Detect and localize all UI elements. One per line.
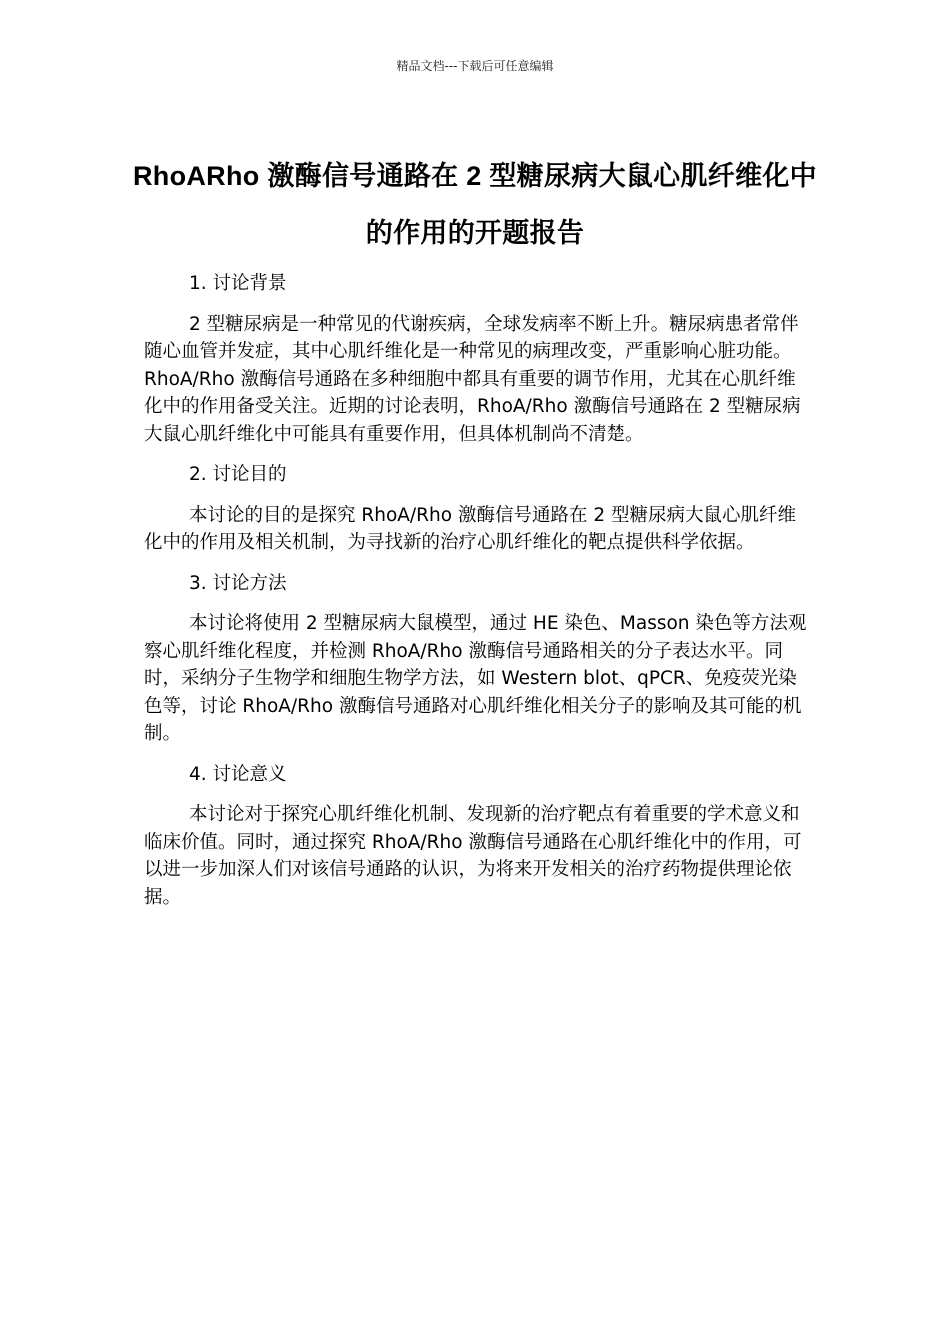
section-paragraph: 2 型糖尿病是一种常见的代谢疾病，全球发病率不断上升。糖尿病患者常伴随心血管并发症，其中心肌纤维化是一种常见的病理改变，严重影响心脏功能。RhoA/Rho 激酶信号通路在多种细胞中都具有重要的调节作用，尤其在心肌纤维化中的作用备受关注。近期的讨论表明，RhoA/Rho 激酶信号通路在 2 型糖尿病大鼠心肌纤维化中可能具有重要作用，但具体机制尚不清楚。 [144, 313, 801, 445]
page-header: 精品文档---下载后可任意编辑 [396, 59, 554, 73]
section-paragraph: 本讨论的目的是探究 RhoA/Rho 激酶信号通路在 2 型糖尿病大鼠心肌纤维化中的作用及相关机制，为寻找新的治疗心肌纤维化的靶点提供科学依据。 [144, 504, 796, 553]
section-purpose [144, 461, 810, 557]
section-paragraph: 本讨论将使用 2 型糖尿病大鼠模型，通过 HE 染色、Masson 染色等方法观察心肌纤维化程度，并检测 RhoA/Rho 激酶信号通路相关的分子表达水平。同时，采纳分子生物学和细胞生物学方法，如 Western blot、qPCR、免疫荧光染色等，讨论 RhoA/Rho 激酶信号通路对心肌纤维化相关分子的影响及其可能的机制。 [144, 613, 807, 744]
document-title: RhoARho 激酶信号通路在 2 型糖尿病大鼠心肌纤维化中的作用的开题报告 [133, 161, 817, 249]
document-body [144, 270, 810, 924]
section-paragraph: 本讨论对于探究心肌纤维化机制、发现新的治疗靶点有着重要的学术意义和临床价值。同时，通过探究 RhoA/Rho 激酶信号通路在心肌纤维化中的作用，可以进一步加深人们对该信号通路的认识，为将来开发相关的治疗药物提供理论依据。 [144, 804, 802, 908]
section-heading: 2. 讨论目的 [189, 464, 287, 485]
section-heading: 4. 讨论意义 [189, 763, 287, 785]
section-significance [144, 761, 810, 912]
section-heading: 1. 讨论背景 [189, 273, 287, 294]
section-background [144, 270, 810, 448]
section-methods [144, 570, 810, 748]
section-heading: 3. 讨论方法 [189, 572, 287, 594]
